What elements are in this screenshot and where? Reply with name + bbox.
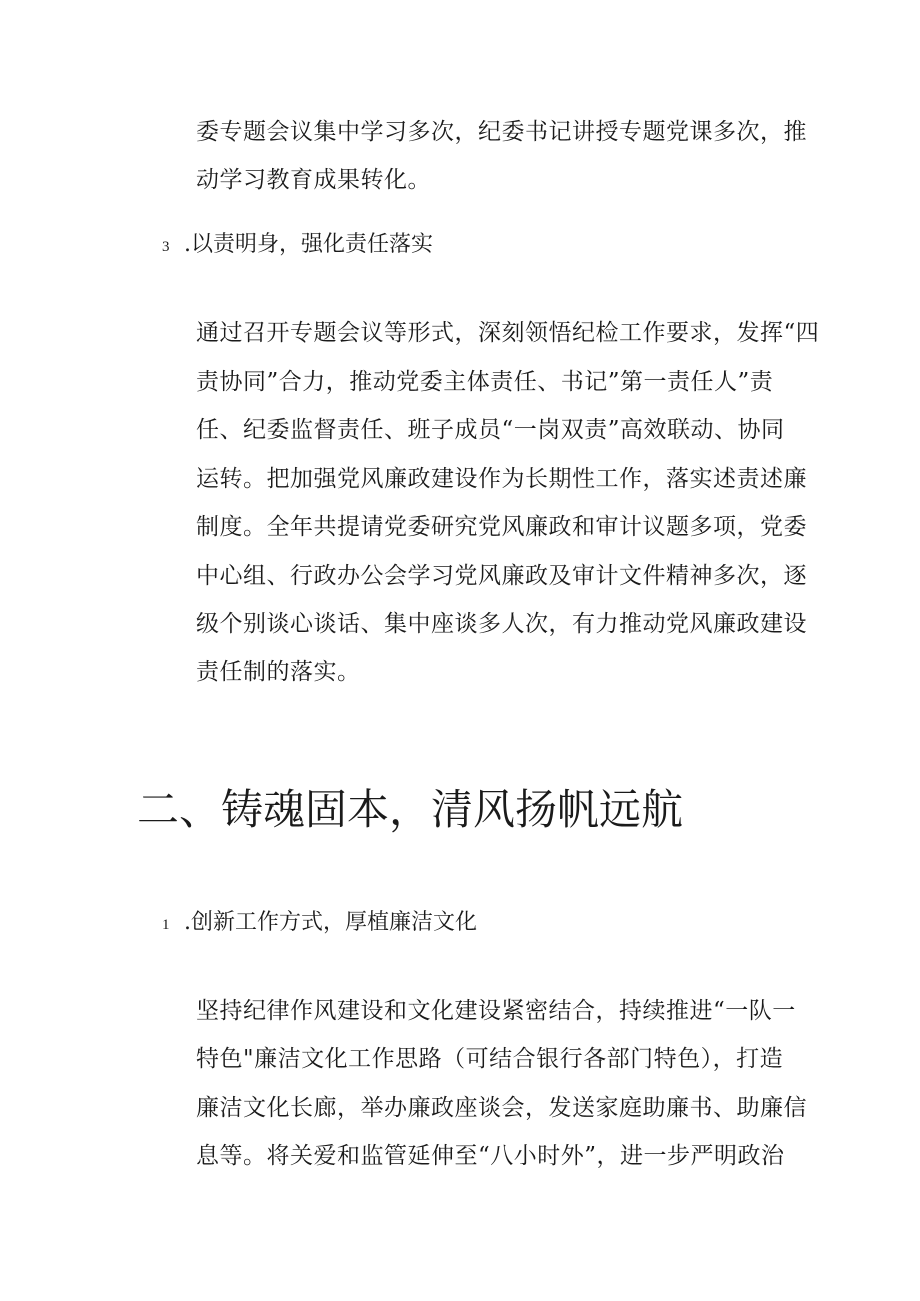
- subheading-item-3: [162, 230, 433, 262]
- paragraph-line: 息等。将关爱和监管延伸至“八小时外”，进一步严明政治: [196, 1143, 785, 1169]
- paragraph-line: 坚持纪律作风建设和文化建设紧密结合，持续推进“一队一: [196, 998, 796, 1024]
- item-title: .以责明身，强化责任落实: [184, 232, 433, 257]
- paragraph-line: 级个别谈心谈话、集中座谈多人次，有力推动党风廉政建设: [196, 611, 807, 637]
- section-heading: 二、铸魂固本，清风扬帆远航: [137, 785, 684, 834]
- paragraph-line: 任、纪委监督责任、班子成员“一岗双责”高效联动、协同: [196, 417, 785, 443]
- paragraph-line: 廉洁文化长廊，举办廉政座谈会，发送家庭助廉书、助廉信: [196, 1095, 807, 1121]
- item-number: 1: [162, 917, 170, 933]
- item-number: 3: [162, 239, 170, 255]
- paragraph-line: 委专题会议集中学习多次，纪委书记讲授专题党课多次，推: [196, 119, 807, 145]
- item-title: .创新工作方式，厚植廉洁文化: [184, 910, 477, 935]
- subheading-item-1: [162, 908, 477, 940]
- paragraph-line: 制度。全年共提请党委研究党风廉政和审计议题多项，党委: [196, 514, 807, 540]
- paragraph-line: 责任制的落实。: [196, 659, 361, 685]
- paragraph-line: 中心组、行政办公会学习党风廉政及审计文件精神多次，逐: [196, 563, 807, 589]
- paragraph-line: 动学习教育成果转化。: [196, 167, 431, 193]
- paragraph-line: 责协同”合力，推动党委主体责任、书记”第一责任人”责: [196, 369, 774, 395]
- paragraph-line: 通过召开专题会议等形式，深刻领悟纪检工作要求，发挥“四: [196, 320, 820, 346]
- paragraph-line: 特色"廉洁文化工作思路（可结合银行各部门特色），打造: [196, 1046, 784, 1072]
- paragraph-line: 运转。把加强党风廉政建设作为长期性工作，落实述责述廉: [196, 466, 807, 492]
